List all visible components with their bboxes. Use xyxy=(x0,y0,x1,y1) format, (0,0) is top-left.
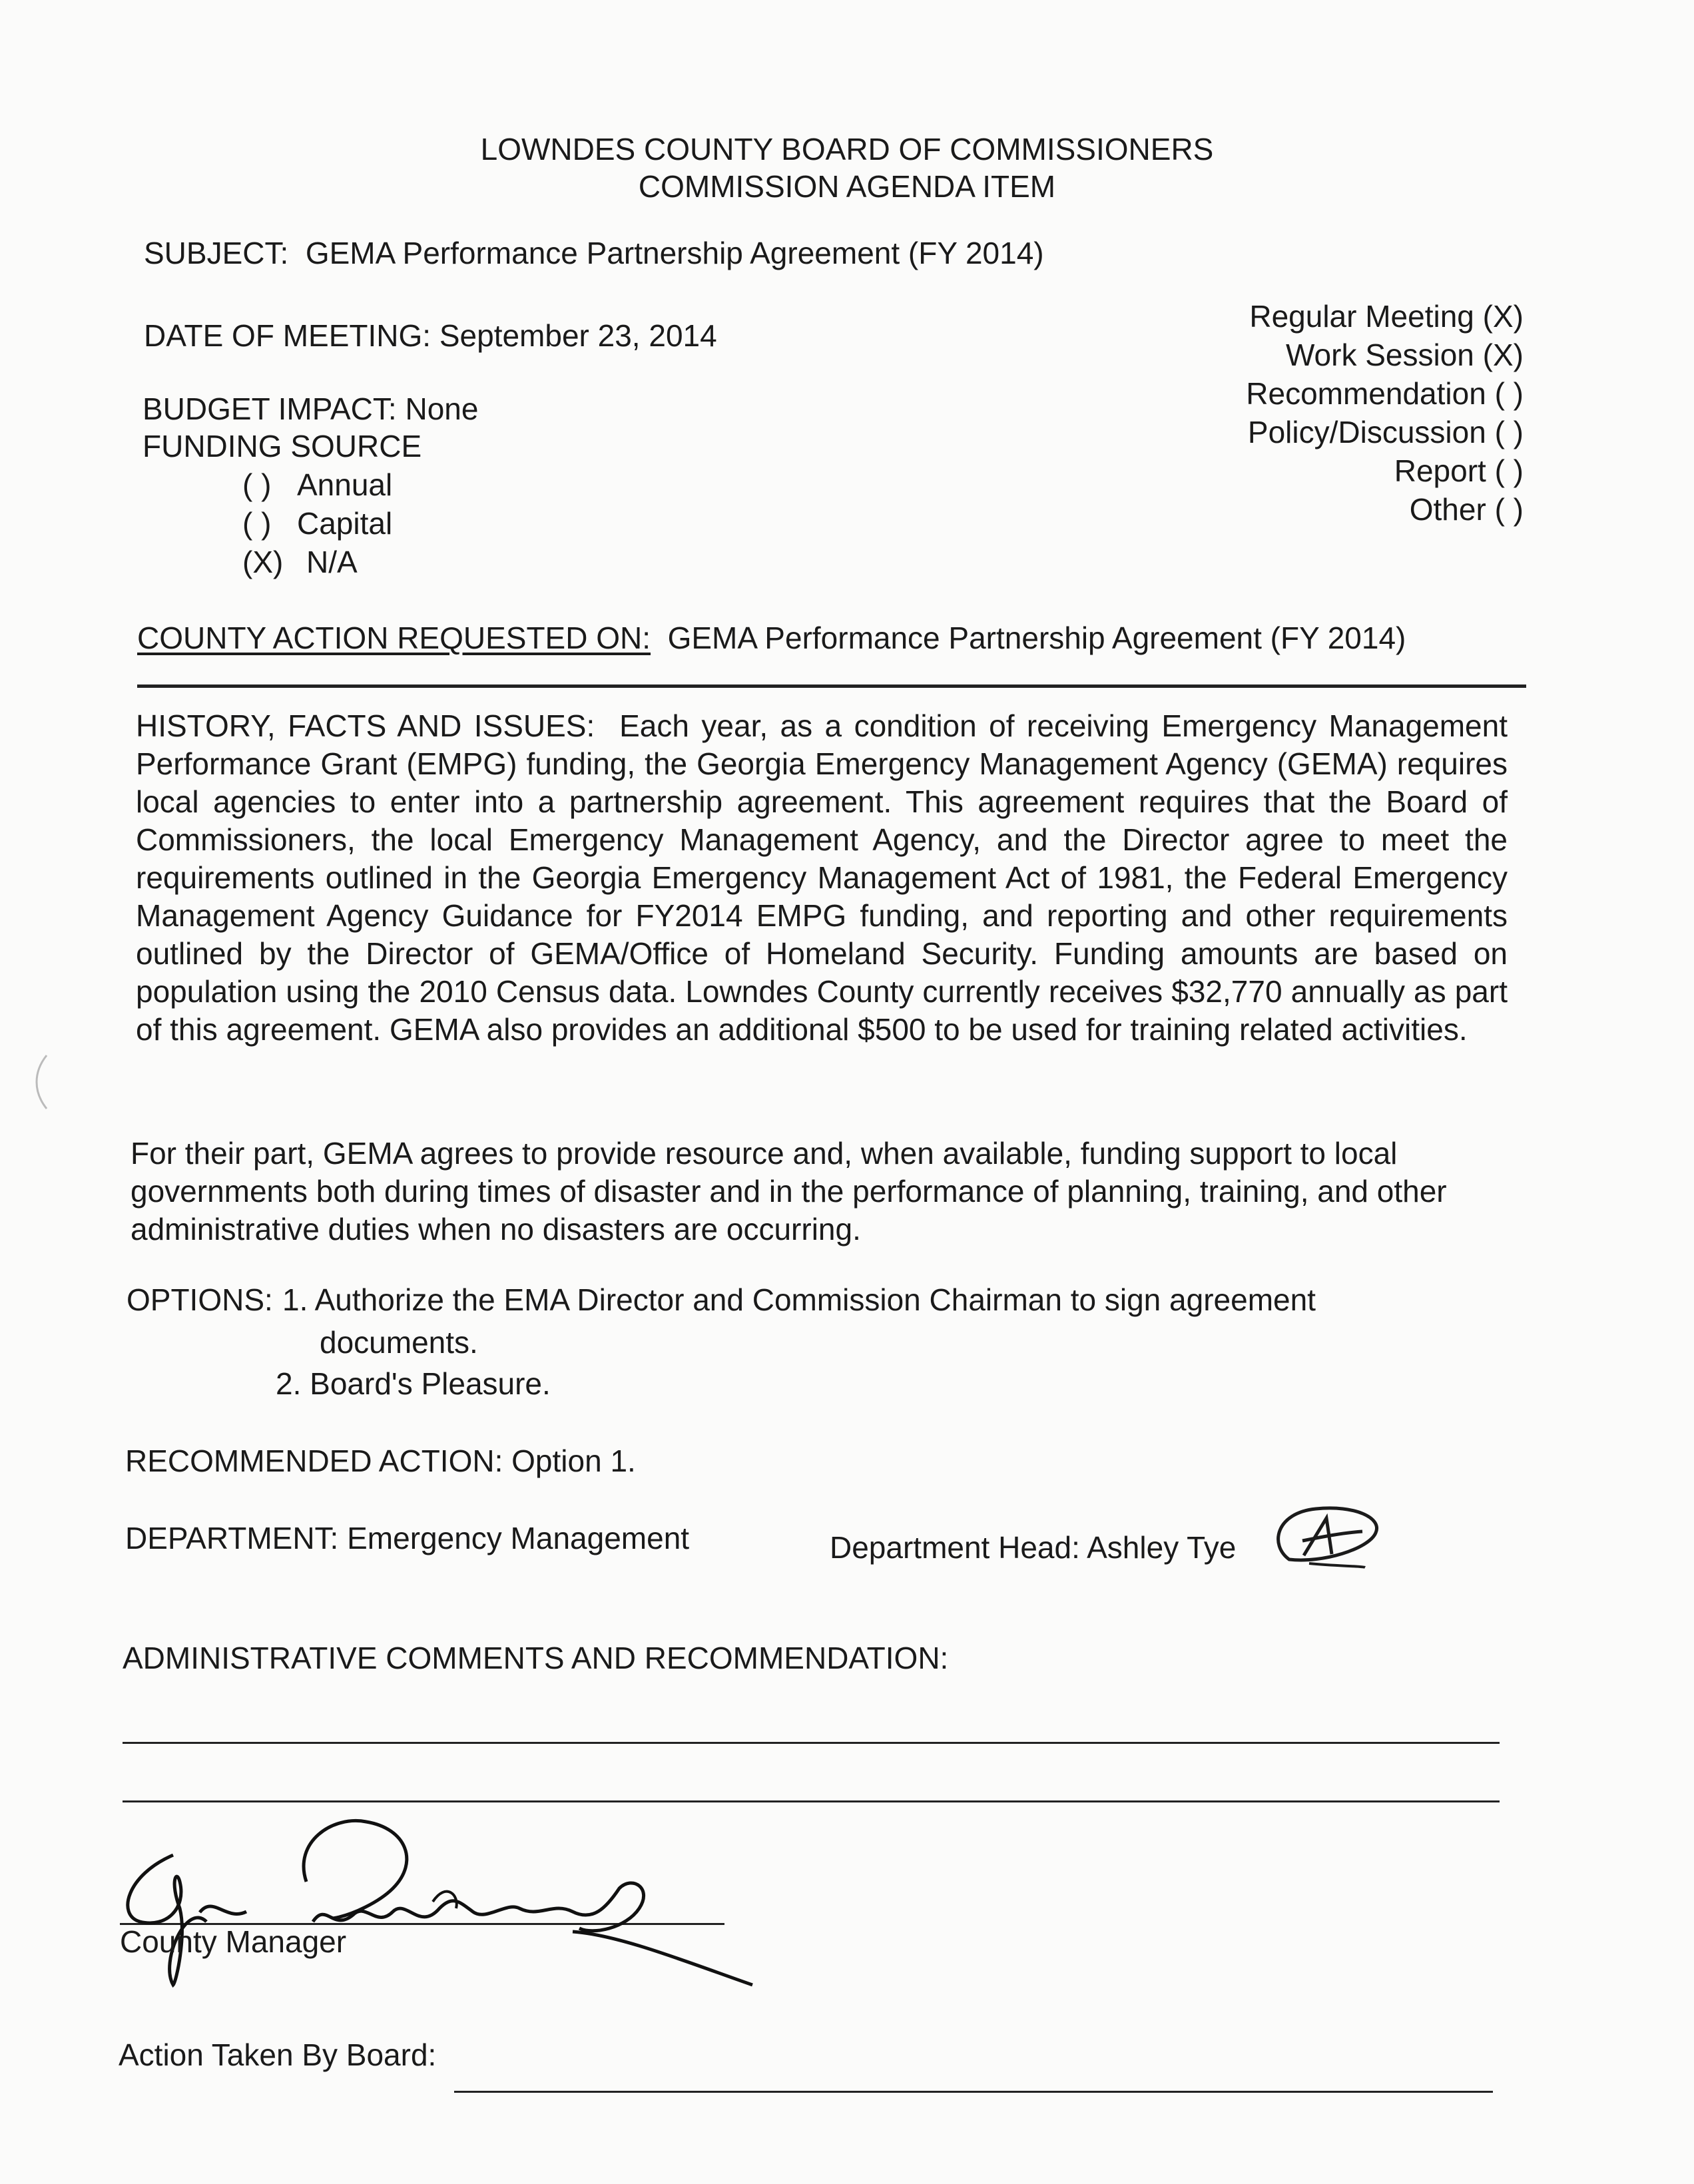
budget-impact-label: BUDGET IMPACT: xyxy=(142,392,397,426)
header-line2: COMMISSION AGENDA ITEM xyxy=(638,169,1056,204)
option-1-continued: documents. xyxy=(320,1325,478,1360)
action-taken-label: Action Taken By Board: xyxy=(119,2038,437,2072)
meeting-type-other: Other ( ) xyxy=(1409,492,1524,527)
department-head-row xyxy=(830,1529,1236,1566)
county-manager-signature xyxy=(113,1802,766,1995)
admin-comments-label: ADMINISTRATIVE COMMENTS AND RECOMMENDATION: xyxy=(123,1641,949,1675)
action-taken-line xyxy=(454,2091,1493,2093)
meeting-date-label: DATE OF MEETING: xyxy=(144,318,431,353)
history-paragraph xyxy=(136,707,1508,1049)
recommended-action-row xyxy=(125,1442,636,1480)
meeting-type-work-session: Work Session (X) xyxy=(1285,338,1524,372)
action-requested-row xyxy=(137,619,1406,657)
action-requested-value: GEMA Performance Partnership Agreement (FY 2014) xyxy=(667,621,1406,655)
header-line1: LOWNDES COUNTY BOARD OF COMMISSIONERS xyxy=(480,132,1214,166)
subject-value: GEMA Performance Partnership Agreement (FY 2014) xyxy=(305,236,1044,270)
funding-option-na: (X) N/A xyxy=(242,545,358,579)
budget-impact-row xyxy=(142,390,478,427)
subject-row xyxy=(144,234,1044,272)
gema-paragraph xyxy=(131,1135,1469,1248)
recommended-action-label: RECOMMENDED ACTION: xyxy=(125,1444,503,1478)
funding-option-annual: ( ) Annual xyxy=(242,467,393,502)
option-2: 2. Board's Pleasure. xyxy=(276,1366,551,1401)
department-head-initials xyxy=(1263,1498,1389,1591)
budget-impact-value: None xyxy=(405,392,479,426)
subject-label: SUBJECT: xyxy=(144,236,289,270)
gema-text: For their part, GEMA agrees to provide resource and, when available, funding support to local governments both during times of disaster and in the performance of planning, training, and other administrative duties when no disasters are occurring. xyxy=(131,1136,1447,1246)
scan-mark xyxy=(27,1052,53,1112)
county-manager-label: County Manager xyxy=(120,1924,347,1959)
department-row xyxy=(125,1519,689,1557)
meeting-type-recommendation: Recommendation ( ) xyxy=(1246,376,1524,411)
meeting-type-list xyxy=(1246,297,1524,529)
department-head-value: Ashley Tye xyxy=(1087,1530,1237,1565)
option-1: 1. Authorize the EMA Director and Commission Chairman to sign agreement xyxy=(282,1282,1316,1317)
meeting-type-policy: Policy/Discussion ( ) xyxy=(1247,415,1524,449)
meeting-type-report: Report ( ) xyxy=(1394,453,1524,488)
admin-comments-line-1 xyxy=(123,1742,1500,1744)
meeting-type-regular: Regular Meeting (X) xyxy=(1249,299,1524,334)
section-divider xyxy=(137,684,1526,688)
recommended-action-value: Option 1. xyxy=(511,1444,636,1478)
department-label: DEPARTMENT: xyxy=(125,1521,339,1555)
department-head-label: Department Head: xyxy=(830,1530,1080,1565)
funding-option-capital: ( ) Capital xyxy=(242,506,393,541)
history-text: Each year, as a condition of receiving Emergency Management Performance Grant (EMPG) funding, the Georgia Emergency Management Agency (GEMA) requires local agencies to enter into a partnership agreement. This agreement requires that the Board of Commissioners, the local Emergency Management Agency, and the Director agree to meet the requirements outlined in the Georgia Emergency Management Act of 1981, the Federal Emergency Management Agency Guidance for FY2014 EMPG funding, and reporting and other requirements outlined by the Director of GEMA/Office of Homeland Security. Funding amounts are based on population using the 2010 Census data. Lowndes County currently receives $32,770 annually as part of this agreement. GEMA also provides an additional $500 to be used for training related activities. xyxy=(136,708,1508,1047)
action-requested-label: COUNTY ACTION REQUESTED ON: xyxy=(137,621,651,655)
department-value: Emergency Management xyxy=(347,1521,690,1555)
history-label: HISTORY, FACTS AND ISSUES: xyxy=(136,708,595,743)
meeting-date-row xyxy=(144,317,717,354)
funding-source-label: FUNDING SOURCE xyxy=(142,429,422,463)
meeting-date-value: September 23, 2014 xyxy=(439,318,717,353)
options-label: OPTIONS: xyxy=(127,1282,273,1317)
